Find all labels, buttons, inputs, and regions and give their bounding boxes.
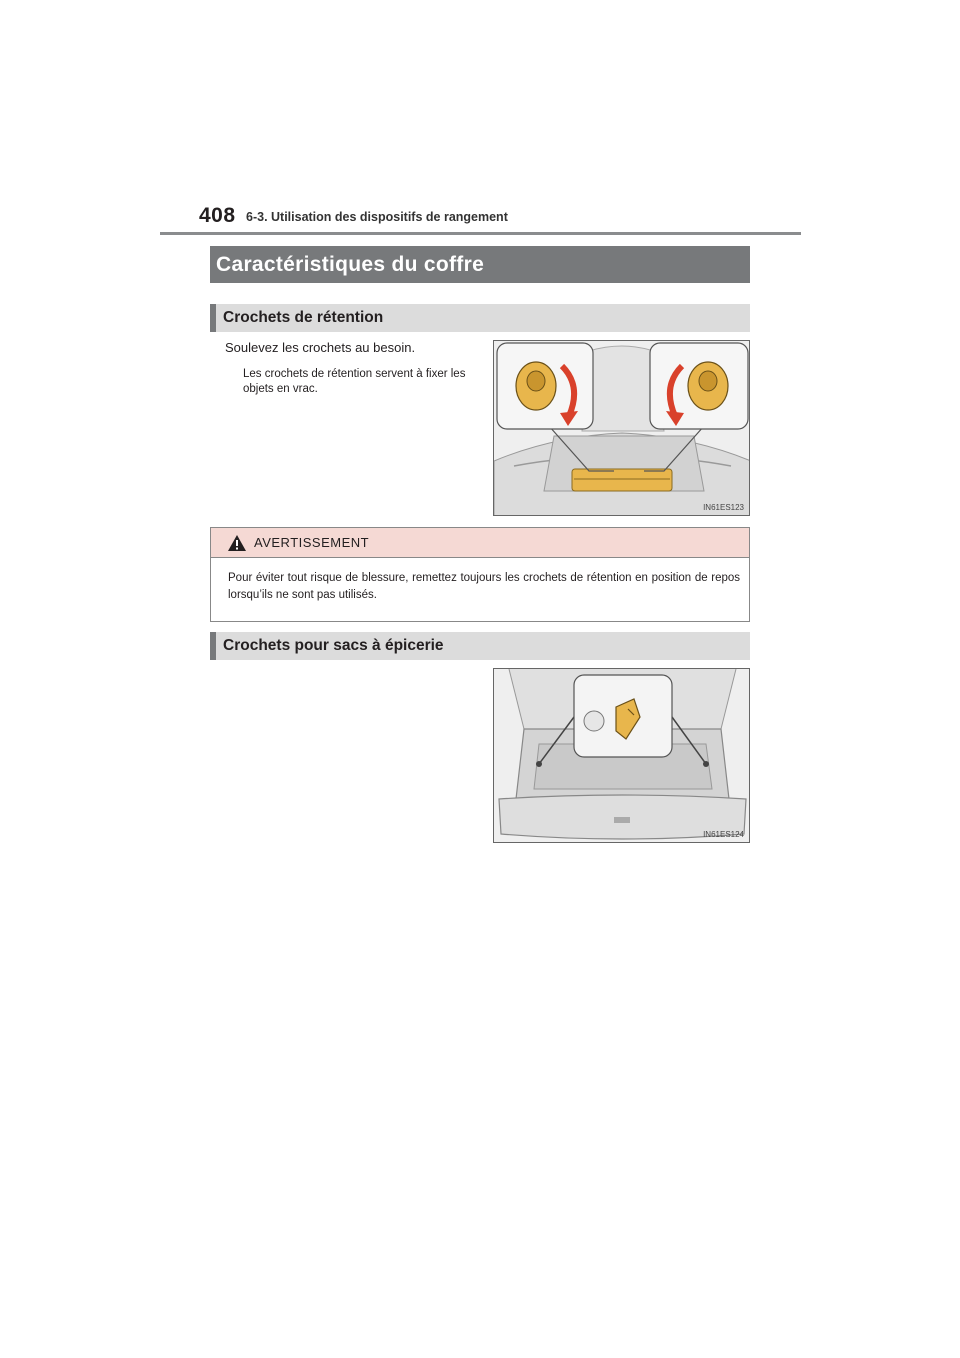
warning-text: Pour éviter tout risque de blessure, remettez toujours les crochets de rétention en position de repos lorsqu’ils ne sont pas utilisés. xyxy=(228,572,740,601)
step-note: Les crochets de rétention servent à fixer les objets en vrac. xyxy=(243,368,466,395)
warning-title: AVERTISSEMENT xyxy=(254,535,370,550)
main-heading: Caractéristiques du coffre xyxy=(210,246,750,283)
warning-box xyxy=(210,527,750,622)
grocery-hooks-illustration xyxy=(493,668,750,843)
page-number: 408 xyxy=(199,204,236,227)
retention-hooks-illustration xyxy=(493,340,750,516)
figure-code: IN61ES124 xyxy=(703,830,744,839)
subheading-grocery-hooks: Crochets pour sacs à épicerie xyxy=(210,632,750,660)
running-section-title: 6-3. Utilisation des dispositifs de rangement xyxy=(246,210,508,224)
warning-header xyxy=(211,528,749,558)
figure-code: IN61ES123 xyxy=(703,503,744,512)
warning-triangle-icon xyxy=(227,534,247,552)
trunk-hooks-drawing xyxy=(494,341,750,516)
step-instruction: Soulevez les crochets au besoin. xyxy=(225,340,416,355)
subheading-retention-hooks: Crochets de rétention xyxy=(210,304,750,332)
trunk-grocery-hook-drawing xyxy=(494,669,750,843)
header-rule xyxy=(160,232,801,235)
